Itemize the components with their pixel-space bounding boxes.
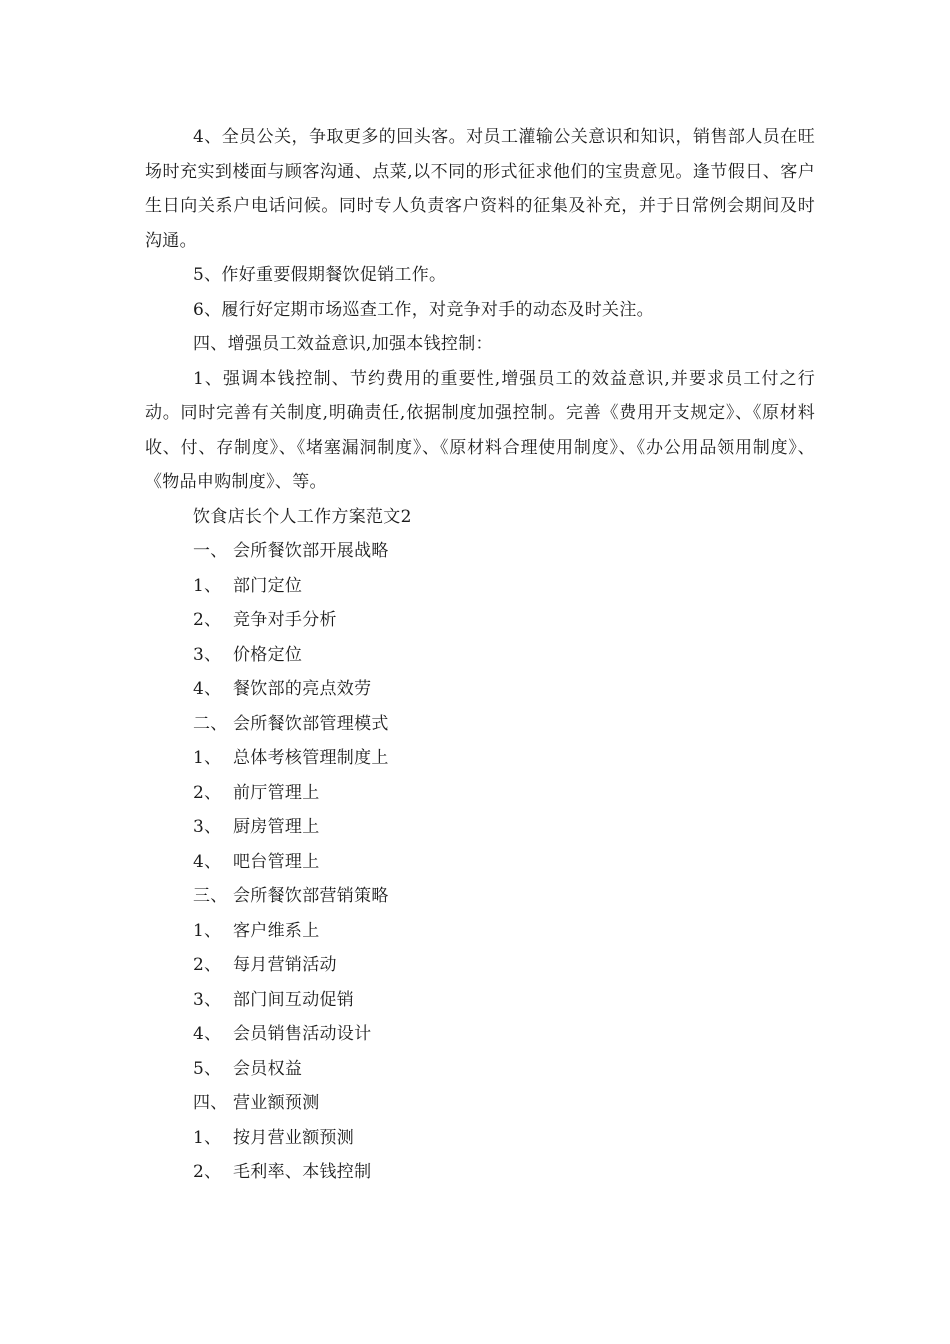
- outline-item-number: 2、: [193, 610, 222, 630]
- outline-item-number: 1、: [193, 748, 222, 768]
- outline-item-text: 总体考核管理制度上: [233, 748, 389, 768]
- outline-item-number: 1、: [193, 920, 222, 941]
- outline-item: [145, 534, 815, 569]
- document-subtitle: 饮食店长个人工作方案范文2: [193, 506, 412, 527]
- outline-item: [145, 569, 815, 604]
- outline-item-number: 5、: [193, 1058, 222, 1079]
- outline-item-text: 餐饮部的亮点效劳: [233, 679, 372, 699]
- outline-item-number: 2、: [193, 955, 222, 975]
- outline-item-text: 价格定位: [233, 644, 303, 665]
- outline-item: [145, 1121, 815, 1156]
- outline-item-number: 二、: [193, 713, 228, 734]
- outline-item-text: 部门间互动促销: [233, 989, 355, 1010]
- outline-item: [145, 1155, 815, 1190]
- outline-item-text: 按月营业额预测: [233, 1127, 355, 1148]
- outline-item-number: 4、: [193, 1024, 222, 1044]
- outline-item: [145, 845, 815, 880]
- outline-item-text: 会所餐饮部管理模式: [233, 713, 389, 734]
- outline-item-text: 竞争对手分析: [233, 610, 337, 630]
- outline-item: [145, 672, 815, 707]
- outline-item-text: 部门定位: [233, 575, 303, 596]
- outline-item-number: 4、: [193, 679, 222, 699]
- outline-item-text: 客户维系上: [233, 920, 320, 941]
- outline-item: [145, 741, 815, 776]
- outline-item-number: 四、: [193, 1093, 228, 1113]
- paragraph-market-inspection: 6、履行好定期市场巡查工作，对竞争对手的动态及时关注。: [193, 299, 654, 320]
- outline-item: [145, 707, 815, 742]
- outline-item-text: 前厅管理上: [233, 782, 320, 803]
- document-body: [145, 120, 815, 1190]
- outline-item: [145, 810, 815, 845]
- outline-item-text: 厨房管理上: [233, 817, 320, 837]
- outline-item: [145, 1017, 815, 1052]
- outline-item-number: 一、: [193, 541, 228, 561]
- outline-item-number: 3、: [193, 644, 222, 665]
- outline-item-text: 会员销售活动设计: [233, 1024, 372, 1044]
- outline-item: [145, 776, 815, 811]
- paragraph-public-relations: 4、全员公关，争取更多的回头客。对员工灌输公关意识和知识，销售部人员在旺场时充实到楼面与顾客沟通、点菜,以不同的形式征求他们的宝贵意见。逢节假日、客户生日向关系户电话问候。同时专人负责客户资料的征集及补充，并于日常例会期间及时沟通。: [145, 127, 815, 251]
- outline-item: [145, 1086, 815, 1121]
- outline-item-text: 每月营销活动: [233, 955, 337, 975]
- outline-item-text: 营业额预测: [233, 1093, 320, 1113]
- outline-item-text: 会所餐饮部营销策略: [233, 886, 389, 906]
- outline-item-number: 4、: [193, 851, 222, 872]
- paragraph-cost-control: 1、强调本钱控制、节约费用的重要性,增强员工的效益意识,并要求员工付之行动。同时完善有关制度,明确责任,依据制度加强控制。完善《费用开支规定》、《原材料收、付、存制度》、《堵塞漏洞制度》、《原材料合理使用制度》、《办公用品领用制度》、《物品申购制度》、等。: [145, 368, 815, 492]
- outline-item: [145, 914, 815, 949]
- outline-item-text: 吧台管理上: [233, 851, 320, 872]
- outline-item-number: 三、: [193, 886, 228, 906]
- outline-item: [145, 983, 815, 1018]
- outline-item: [145, 948, 815, 983]
- outline-item: [145, 1052, 815, 1087]
- paragraph-holiday-promotion: 5、作好重要假期餐饮促销工作。: [193, 265, 447, 285]
- outline-item: [145, 603, 815, 638]
- outline-item-number: 2、: [193, 1162, 222, 1182]
- outline-item: [145, 638, 815, 673]
- outline-item-number: 1、: [193, 575, 222, 596]
- outline-item-text: 会所餐饮部开展战略: [233, 541, 389, 561]
- outline-item-number: 2、: [193, 782, 222, 803]
- outline-item-text: 会员权益: [233, 1058, 303, 1079]
- outline-item-number: 3、: [193, 817, 222, 837]
- section-heading-cost-control: 四、增强员工效益意识,加强本钱控制：: [193, 334, 493, 354]
- outline-item-number: 1、: [193, 1127, 222, 1148]
- outline-item: [145, 879, 815, 914]
- outline-item-text: 毛利率、本钱控制: [233, 1162, 372, 1182]
- outline-item-number: 3、: [193, 989, 222, 1010]
- outline-list: [145, 534, 815, 1190]
